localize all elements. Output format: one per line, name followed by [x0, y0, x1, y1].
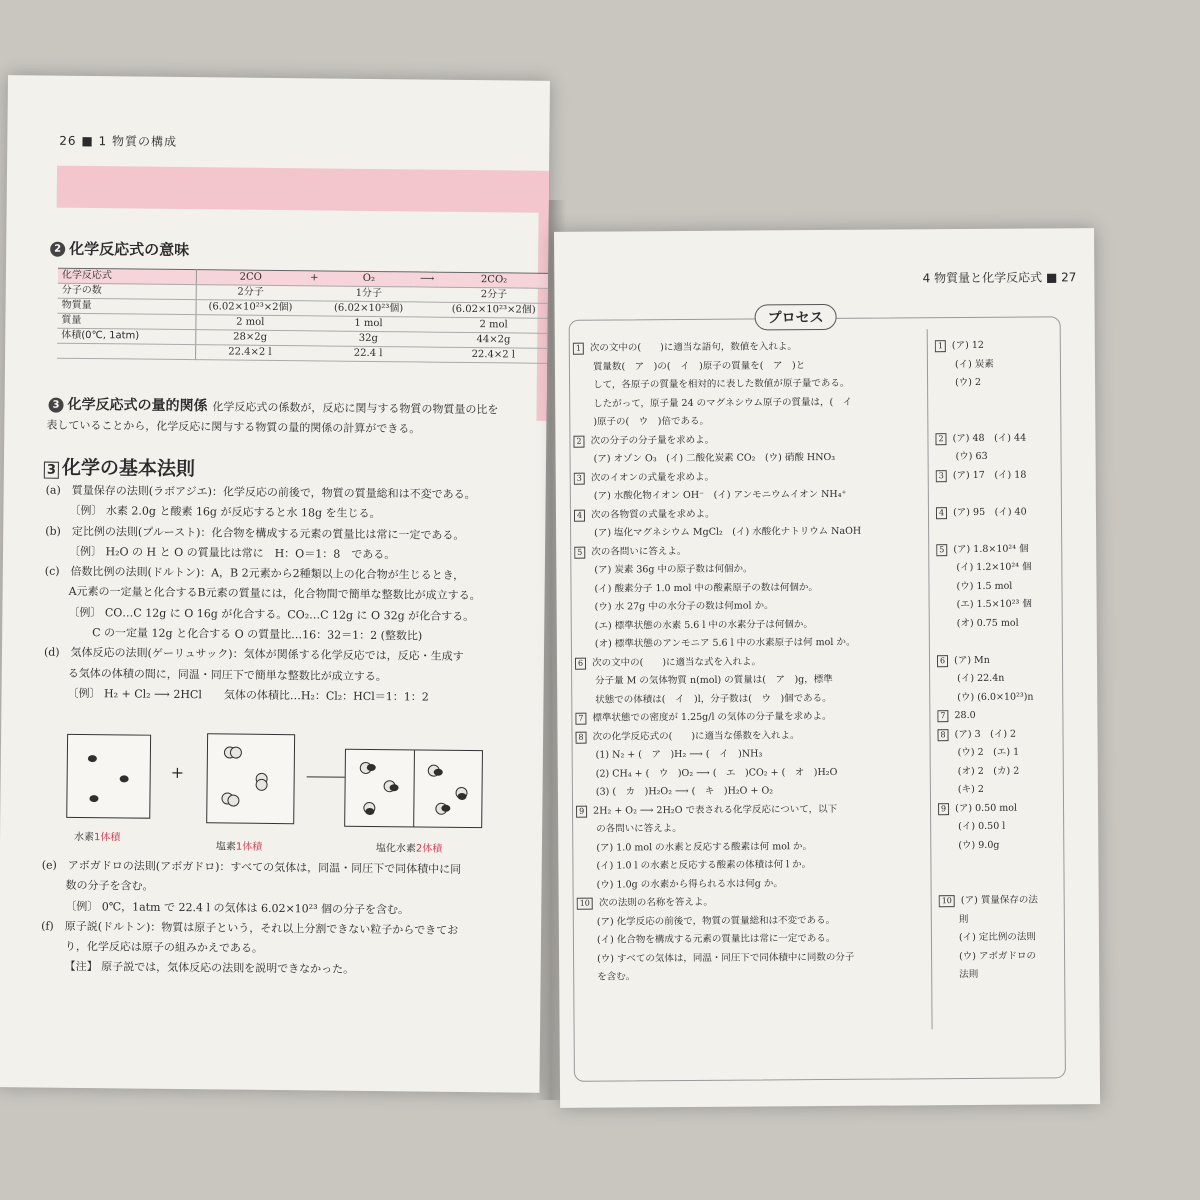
label-text: 塩化水素: [375, 843, 416, 855]
question-line: [573, 393, 923, 414]
answer-text: (イ) 22.4n: [957, 672, 1005, 685]
answer-text: (ア) 3 (イ) 2: [954, 728, 1017, 740]
answer-text: (ウ) 2 (エ) 1: [957, 746, 1020, 759]
table-cell: 2 mol: [440, 317, 548, 333]
molecule-icon: [89, 795, 98, 802]
answer-number: 8: [937, 729, 948, 741]
question-text: 次の法則の名称を答えよ。: [598, 896, 713, 909]
question-text: 次の各問いに答えよ。: [591, 545, 687, 558]
text-line: 〔例〕 H₂ + Cl₂ ⟶ 2HCl 気体の体積比…H₂：Cl₂：HCl＝1：1：2: [67, 686, 429, 704]
question-line: [576, 818, 926, 839]
question-text: )原子の( ウ )倍である。: [593, 415, 709, 428]
question-number: 1: [573, 343, 584, 355]
left-page: [0, 75, 550, 1093]
answer-text: (ア) 1.8×10²⁴ 個: [953, 543, 1029, 555]
answer-line: [935, 410, 1055, 429]
question-text: して，各原子の質量を相対的に表した数値が原子量である。: [593, 377, 850, 391]
answer-line: [935, 355, 1055, 374]
answer-line: [937, 688, 1057, 707]
question-line: [577, 892, 927, 913]
question-line: [574, 448, 924, 469]
text-line: A元素の一定量と化合するB元素の質量には，化合物間で簡単な整数比が成立する。: [68, 585, 481, 603]
text-line: 〔例〕 H₂O の H と O の質量比は常に H：O＝1：8 である。: [68, 544, 396, 562]
question-line: [576, 837, 926, 858]
page-header-left: 26 ■ 1 物質の構成: [59, 133, 178, 149]
section-2-title-text: 化学反応式の意味: [69, 239, 190, 260]
answer-text: (ア) 質量保存の法: [960, 894, 1038, 907]
question-line: [574, 578, 924, 599]
answer-text: (ウ) 2: [955, 376, 982, 389]
answer-line: [938, 743, 1058, 762]
answer-text: 法則: [959, 968, 979, 981]
answer-text: (キ) 2: [957, 783, 984, 796]
answer-number: 9: [938, 803, 949, 815]
text-line: (f) 原子説(ドルトン)：物質は原子という，それ以上分割できない粒子からできてお: [41, 919, 459, 937]
question-number: 3: [574, 472, 585, 484]
question-text: (2) CH₄ + ( ウ )O₂ ⟶ ( エ )CO₂ + ( オ )H₂O: [595, 766, 838, 780]
question-text: (イ) 1.0 l の水素と反応する酸素の体積は何 l か。: [596, 859, 812, 872]
question-line: [573, 411, 923, 432]
question-text: (オ) 標準状態のアンモニア 5.6 l 中の水素原子は何 mol か。: [594, 636, 856, 650]
hydrogen-box: [66, 734, 151, 819]
answer-line: [938, 854, 1058, 873]
question-line: [575, 670, 925, 691]
question-line: [576, 763, 926, 784]
gas-reaction-diagram: [66, 732, 487, 856]
section-3-number: 3: [48, 397, 63, 412]
answer-line: [936, 503, 1056, 522]
answer-text: (ウ) アボガドロの: [959, 950, 1037, 962]
answer-number: 3: [936, 470, 947, 482]
text-line: 〔例〕 水素 2.0g と酸素 16g が反応すると水 18g を生じる。: [69, 504, 381, 521]
question-number: 2: [573, 435, 584, 447]
table-cell: 1分子: [324, 286, 415, 302]
question-line: [575, 633, 925, 654]
question-text: (ア) オゾン O₃ (イ) 二酸化炭素 CO₂ (ウ) 硝酸 HNO₃: [593, 451, 836, 465]
question-line: [573, 356, 923, 377]
questions-list: [573, 337, 928, 987]
table-cell: 22.4×2 l: [439, 347, 547, 363]
question-number: 6: [575, 657, 586, 669]
table-cell: +: [305, 271, 324, 286]
answer-line: [937, 632, 1057, 651]
section-3-body: [46, 416, 546, 442]
question-text: 次の分子の分子量を求めよ。: [590, 434, 715, 447]
answer-number: 5: [936, 544, 947, 556]
answer-text: (ウ) 63: [955, 450, 988, 463]
basic-laws-title-text: 化学の基本法則: [61, 456, 196, 481]
label-text: 塩素: [215, 841, 237, 853]
question-text: (ウ) 水 27g 中の水分子の数は何mol か。: [594, 600, 774, 613]
question-line: [577, 966, 927, 987]
answer-line: [939, 891, 1059, 910]
question-line: [575, 652, 925, 673]
question-line: [575, 596, 925, 617]
question-text: 次のイオンの式量を求めよ。: [590, 471, 715, 484]
question-line: [576, 800, 926, 821]
answer-number: 7: [937, 710, 948, 722]
text-line: (c) 倍数比例の法則(ドルトン)：A，B 2元素から2種類以上の化合物が生じるとき，: [44, 564, 465, 583]
question-text: (ア) 水酸化物イオン OH⁻ (イ) アンモニウムイオン NH₄⁺: [593, 488, 847, 502]
answer-number: 2: [935, 433, 946, 445]
question-line: [573, 337, 923, 358]
answer-text: (ア) Mn: [954, 654, 990, 666]
question-text: 次の化学反応式の( )に適当な係数を入れよ。: [592, 729, 800, 743]
answer-line: [938, 873, 1058, 892]
question-number: 8: [575, 731, 586, 743]
answer-line: [936, 577, 1056, 596]
table-cell: [414, 302, 440, 317]
answer-line: [938, 780, 1058, 799]
label-volume: 1体積: [235, 841, 263, 853]
question-text: (エ) 標準状態の水素 5.6 l 中の水素分子は何個か。: [594, 618, 813, 632]
answer-line: [938, 836, 1058, 855]
label-volume: 1体積: [93, 832, 121, 844]
molecule-icon: [88, 755, 97, 762]
text-line: り，化学反応は原子の組みかえである。: [64, 939, 263, 956]
question-number: 10: [577, 898, 593, 910]
question-number: 7: [575, 713, 586, 725]
answer-number: 1: [935, 340, 946, 352]
answer-text: (イ) 0.50 l: [958, 820, 1006, 833]
question-line: [577, 874, 927, 895]
question-number: 5: [574, 546, 585, 558]
answer-text: (ア) 12: [951, 339, 984, 352]
question-text: 状態での体積は( イ )l，分子数は( ウ )個である。: [595, 692, 832, 706]
label-volume: 2体積: [415, 843, 443, 855]
answer-line: [938, 762, 1058, 781]
question-line: [574, 522, 924, 543]
answer-text: (イ) 定比例の法則: [958, 931, 1036, 944]
table-cell: (6.02×10²³個): [323, 301, 414, 317]
table-cell: [304, 331, 323, 346]
section-2-number: 2: [50, 242, 65, 257]
question-text: 次の文中の( )に適当な語句，数値を入れよ。: [589, 341, 797, 354]
answer-number: 4: [936, 507, 947, 519]
chlorine-label: [216, 837, 263, 852]
label-text: 水素: [73, 831, 95, 844]
text-line: 【注】 原子説では，気体反応の法則を説明できなかった。: [64, 960, 355, 977]
answer-line: [935, 392, 1055, 411]
question-line: [576, 855, 926, 876]
table-cell: 1 mol: [323, 316, 414, 332]
table-cell: (6.02×10²³×2個): [196, 300, 304, 316]
question-text: (ア) 化学反応の前後で，物質の質量総和は不変である。: [596, 914, 836, 928]
text-line: 〔例〕 0℃，1atm で 22.4 l の気体は 6.02×10²³ 個の分子を含む。: [65, 899, 410, 917]
answer-text: (ア) 48 (イ) 44: [952, 432, 1027, 444]
question-line: [575, 726, 925, 747]
hydrogen-chloride-label: [376, 839, 443, 855]
table-cell: 2CO: [196, 270, 304, 286]
answer-line: [936, 521, 1056, 540]
question-text: (3) ( カ )H₂O₂ ⟶ ( キ )H₂O + O₂: [595, 785, 774, 798]
question-line: [577, 911, 927, 932]
answer-text: (ア) 95 (イ) 40: [953, 506, 1027, 518]
table-cell: O₂: [324, 271, 415, 287]
question-line: [574, 485, 924, 506]
table-cell: 体積(0℃, 1atm): [57, 328, 196, 344]
table-cell: [57, 343, 196, 359]
reaction-table: [57, 268, 548, 364]
question-line: [573, 430, 923, 451]
answer-number: 6: [937, 655, 948, 667]
question-text: 標準状態での密度が 1.25g/l の気体の分子量を求めよ。: [592, 710, 832, 724]
question-line: [577, 929, 927, 950]
laws-list: [43, 481, 545, 709]
question-line: [575, 707, 925, 728]
table-cell: 化学反応式: [58, 268, 197, 284]
table-cell: [304, 346, 323, 361]
answer-text: (イ) 1.2×10²⁴ 個: [956, 561, 1032, 574]
question-line: [574, 559, 924, 580]
table-cell: [413, 332, 439, 347]
question-line: [575, 615, 925, 636]
answer-line: [936, 540, 1056, 559]
table-cell: 2 mol: [196, 315, 304, 331]
answer-line: [937, 706, 1057, 725]
table-cell: 物質量: [58, 298, 197, 314]
question-text: 次の各物質の式量を求めよ。: [591, 508, 715, 521]
plus-sign: +: [170, 762, 185, 783]
answer-line: [939, 928, 1059, 947]
answer-line: [936, 558, 1056, 577]
answer-line: [939, 965, 1059, 984]
table-cell: 質量: [57, 313, 196, 329]
question-text: (ウ) すべての気体は，同温・同圧下で同体積中に同数の分子: [597, 951, 855, 965]
section-2-title: [50, 238, 189, 260]
table-cell: (6.02×10²³×2個): [440, 302, 548, 318]
text-line: C の一定量 12g と化合する O の質量比…16：32＝1：2 (整数比): [92, 626, 423, 643]
question-line: [575, 689, 925, 710]
question-text: 分子量 M の気体物質 n(mol) の質量は( ア )g，標準: [595, 673, 833, 687]
table-cell: [414, 287, 440, 302]
question-number: 9: [576, 805, 587, 817]
question-line: [576, 744, 926, 765]
text-line: (b) 定比例の法則(プルースト)：化合物を構成する元素の質量比は常に一定である。: [45, 524, 465, 542]
question-text: を含む。: [597, 971, 636, 983]
question-text: (ア) 炭素 36g 中の原子数は何個か。: [594, 563, 753, 576]
answer-line: [937, 651, 1057, 670]
section-3-title: [48, 394, 498, 419]
question-line: [574, 467, 924, 488]
table-cell: 22.4 l: [323, 346, 414, 362]
answer-line: [936, 466, 1056, 485]
answer-line: [937, 595, 1057, 614]
table-cell: [414, 317, 440, 332]
question-line: [574, 504, 924, 525]
answer-line: [935, 336, 1055, 355]
answer-line: [936, 484, 1056, 503]
question-line: [577, 948, 927, 969]
table-cell: [304, 301, 323, 316]
question-text: (ア) 1.0 mol の水素と反応する酸素は何 mol か。: [596, 840, 812, 854]
answer-line: [936, 447, 1056, 466]
laws-list-continued: [41, 856, 542, 983]
answer-line: [938, 817, 1058, 836]
text-line: (a) 質量保存の法則(ラボアジエ)：化学反応の前後で，物質の質量総和は不変である。: [45, 483, 476, 502]
answer-text: 28.0: [954, 709, 976, 722]
table-cell: ⟶: [414, 272, 440, 287]
answer-text: (オ) 0.75 mol: [956, 617, 1019, 629]
basic-laws-title: [44, 453, 195, 482]
answer-text: (ア) 0.50 mol: [955, 802, 1018, 814]
text-line: 〔例〕 CO…C 12g に O 16g が化合する。CO₂…C 12g に O 32g が化合する。: [68, 605, 475, 623]
answer-line: [935, 373, 1055, 392]
question-text: 次の文中の( )に適当な式を入れよ。: [592, 655, 762, 669]
answer-line: [938, 799, 1058, 818]
table-cell: [304, 286, 323, 301]
table-cell: 28×2g: [196, 330, 304, 346]
pink-header-band: [57, 166, 550, 213]
answer-text: (オ) 2 (カ) 2: [957, 765, 1020, 777]
answer-line: [939, 947, 1059, 966]
question-line: [574, 541, 924, 562]
section-3-lead: 化学反応式の係数が，反応に関与する物質の物質量の比を: [212, 400, 499, 417]
molecule-icon: [120, 775, 129, 782]
question-text: 質量数( ア )の( イ )原子の質量を( ア )と: [592, 359, 806, 373]
text-line: る気体の体積の間に，同温・同圧下で簡単な整数比が成立する。: [67, 666, 387, 683]
answer-text: (ア) 17 (イ) 18: [952, 469, 1027, 481]
answer-line: [939, 910, 1059, 929]
right-page: [554, 228, 1100, 1108]
page-header-right: 4 物質量と化学反応式 ■ 27: [922, 270, 1077, 286]
question-text: (1) N₂ + ( ア )H₂ ⟶ ( イ )NH₃: [595, 748, 763, 761]
chlorine-box: [206, 733, 295, 824]
answer-line: [937, 669, 1057, 688]
table-cell: [413, 347, 439, 362]
table-cell: 分子の数: [58, 283, 197, 299]
answer-text: (ウ) 9.0g: [958, 839, 1000, 851]
process-title: プロセス: [755, 304, 837, 331]
box-divider: [413, 750, 415, 826]
table-cell: 2CO₂: [440, 272, 548, 288]
text-line: 表していることから，化学反応に関与する物質の量的関係の計算ができる。: [46, 418, 421, 436]
text-line: (d) 気体反応の法則(ゲーリュサック)：気体が関係する化学反応では，反応・生成す: [43, 645, 464, 664]
question-text: の各問いに答えよ。: [596, 823, 682, 835]
answer-number: 10: [939, 895, 955, 907]
hydrogen-chloride-box: [344, 749, 483, 828]
answers-list: [935, 336, 1060, 984]
table-cell: 22.4×2 l: [196, 345, 304, 361]
answer-text: (イ) 炭素: [954, 358, 994, 370]
question-text: したがって，原子量 24 のマグネシウム原子の質量は，( イ: [593, 396, 853, 410]
question-text: (ウ) 1.0g の水素から得られる水は何g か。: [596, 877, 783, 891]
section-3-title-text: 化学反応式の量的関係: [67, 396, 208, 415]
question-text: (ア) 塩化マグネシウム MgCl₂ (イ) 水酸化ナトリウム NaOH: [594, 525, 862, 539]
question-number: 4: [574, 509, 585, 521]
table-cell: 32g: [323, 331, 414, 347]
answer-text: 則: [958, 913, 969, 925]
table-cell: 2分子: [196, 285, 304, 301]
question-text: (イ) 酸素分子 1.0 mol 中の酸素原子の数は何個か。: [594, 581, 818, 595]
answer-text: (エ) 1.5×10²³ 個: [956, 598, 1032, 611]
table-cell: 44×2g: [440, 332, 548, 348]
question-text: 2H₂ + O₂ ⟶ 2H₂O で表される化学反応について，以下: [593, 803, 838, 817]
answer-line: [935, 429, 1055, 448]
hydrogen-label: [74, 828, 121, 843]
table-cell: 2分子: [440, 287, 548, 303]
text-line: (e) アボガドロの法則(アボガドロ)：すべての気体は，同温・同圧下で同体積中に同: [41, 858, 462, 876]
question-line: [576, 781, 926, 802]
question-line: [573, 374, 923, 395]
answer-text: (ウ) (6.0×10²³)n: [957, 691, 1034, 703]
table-cell: [304, 316, 323, 331]
answer-line: [937, 725, 1057, 744]
answer-text: (ウ) 1.5 mol: [956, 580, 1013, 592]
text-line: 数の分子を含む。: [65, 879, 154, 894]
question-text: (イ) 化合物を構成する元素の質量比は常に一定である。: [596, 932, 836, 946]
basic-laws-number: 3: [44, 462, 59, 479]
answer-line: [937, 614, 1057, 633]
